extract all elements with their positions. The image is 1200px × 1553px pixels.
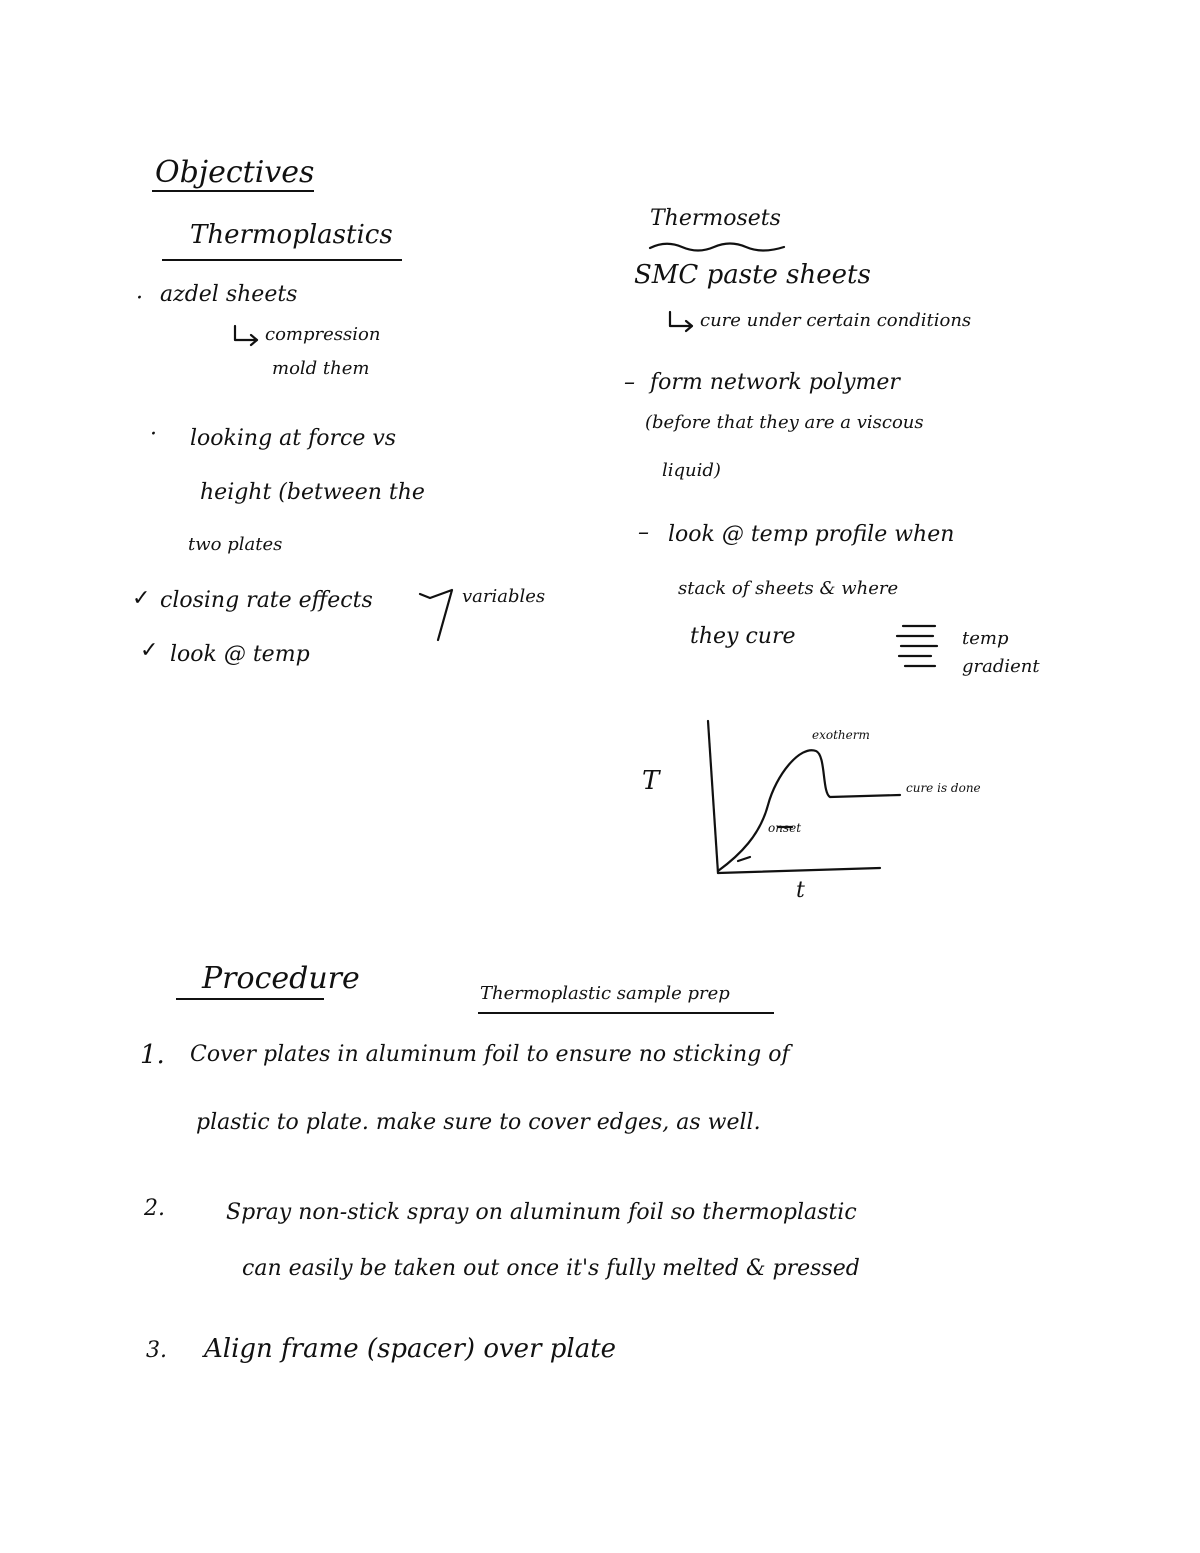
gradient-lines-icon [895,622,945,678]
check-icon: ✓ [132,586,151,611]
thermoplastics-underline [162,259,402,261]
step-1-line-1: Cover plates in aluminum foil to ensure no sticking of [190,1042,790,1067]
thermosets-item-1-line-1: form network polymer [650,370,900,395]
objectives-underline [152,190,314,192]
procedure-underline [176,998,324,1000]
bracket-arrow-icon [418,580,468,650]
objectives-heading: Objectives [155,155,315,190]
thermosets-item-1-line-2: (before that they are a viscous [645,412,924,433]
temperature-time-graph [700,715,1020,905]
step-3-line-1: Align frame (spacer) over plate [204,1334,617,1364]
sub-arrow-icon [233,326,261,346]
procedure-subheading: Thermoplastic sample prep [480,983,730,1004]
thermosets-line-1-sub: cure under certain conditions [700,310,972,331]
graph-x-label: t [796,878,805,903]
thermosets-item-1-line-3: liquid) [662,460,721,481]
onset-tick [738,857,750,861]
thermoplastics-check-1-note: variables [462,586,546,607]
thermosets-item-2-line-3: they cure [690,624,796,649]
graph-peak-label: exotherm [812,728,870,742]
graph-curve [718,750,900,871]
graph-y-label: T [642,766,660,796]
thermosets-item-2-line-2: stack of sheets & where [678,578,899,599]
procedure-heading: Procedure [202,961,360,996]
thermoplastics-bullet-1-sub-1: compression [265,324,381,345]
step-1-line-2: plastic to plate. make sure to cover edges, as well. [196,1110,761,1135]
thermosets-heading: Thermosets [650,206,781,231]
thermosets-item-2-line-1: look @ temp profile when [668,522,955,547]
thermosets-line-1: SMC paste sheets [634,260,871,290]
thermoplastics-bullet-2-line-1: looking at force vs [190,426,397,451]
thermoplastics-check-2: look @ temp [170,642,310,667]
gradient-label-1: temp [962,628,1009,649]
check-icon: ✓ [140,638,159,663]
sub-arrow-icon [668,312,696,332]
thermoplastics-bullet-2-line-3: two plates [188,534,283,555]
bullet-dot: · [136,286,143,311]
dash: – [638,520,649,545]
step-1-number: 1. [140,1040,165,1070]
graph-x-axis [718,868,880,873]
step-2-number: 2. [144,1196,165,1221]
step-2-line-1: Spray non-stick spray on aluminum foil so thermoplastic [226,1200,857,1225]
gradient-label-2: gradient [962,656,1040,677]
thermoplastics-check-1: closing rate effects [160,588,373,613]
step-2-line-2: can easily be taken out once it's fully melted & pressed [242,1256,860,1281]
step-3-number: 3. [146,1338,167,1363]
thermosets-squiggle-underline [648,238,788,254]
thermoplastics-bullet-1: azdel sheets [160,282,298,307]
procedure-subheading-underline [478,1012,774,1014]
thermoplastics-heading: Thermoplastics [190,220,393,250]
graph-plateau-label: cure is done [906,781,981,795]
graph-y-axis [708,721,718,873]
thermoplastics-bullet-2-line-2: height (between the [200,480,425,505]
thermoplastics-bullet-1-sub-2: mold them [272,358,370,379]
bullet-dot: · [150,422,157,447]
graph-onset-label: onset [768,821,802,835]
dash: – [624,370,635,395]
